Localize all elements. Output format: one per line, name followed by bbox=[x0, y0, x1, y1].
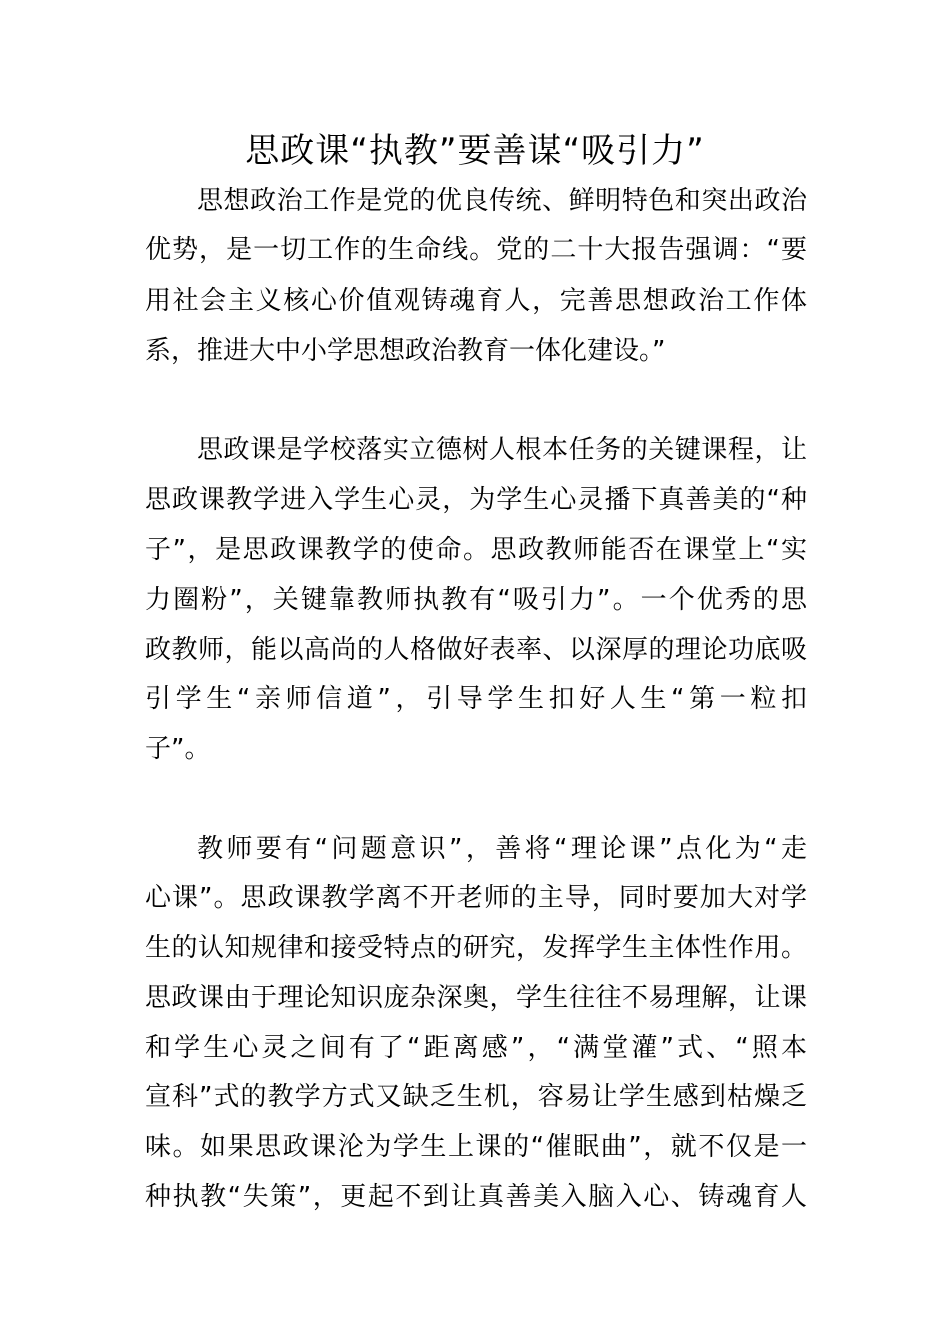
paragraph-2-line-1: 思政课是学校落实立德树人根本任务的关键课程，让 bbox=[197, 435, 807, 465]
paragraph-1-line-1: 思想政治工作是党的优良传统、鲜明特色和突出政治 bbox=[197, 186, 807, 216]
paragraph-3-line-7: 味。如果思政课沦为学生上课的“催眠曲”，就不仅是一 bbox=[145, 1132, 807, 1162]
paragraph-1-line-4: 系，推进大中小学思想政治教育一体化建设。” bbox=[145, 336, 666, 366]
paragraph-1-line-2: 优势，是一切工作的生命线。党的二十大报告强调：“要 bbox=[145, 235, 807, 265]
paragraph-3-line-4: 思政课由于理论知识庞杂深奥，学生往往不易理解，让课 bbox=[145, 983, 807, 1013]
paragraph-2-line-6: 引学生“亲师信道”，引导学生扣好人生“第一粒扣 bbox=[145, 684, 807, 714]
paragraph-2-line-2: 思政课教学进入学生心灵，为学生心灵播下真善美的“种 bbox=[145, 485, 807, 515]
paragraph-2-line-4: 力圈粉”，关键靠教师执教有“吸引力”。一个优秀的思 bbox=[145, 585, 807, 615]
paragraph-1-line-3: 用社会主义核心价值观铸魂育人，完善思想政治工作体 bbox=[145, 286, 807, 316]
paragraph-2-line-7: 子”。 bbox=[145, 734, 211, 764]
paragraph-3-line-6: 宣科”式的教学方式又缺乏生机，容易让学生感到枯燥乏 bbox=[145, 1082, 807, 1112]
paragraph-2-line-5: 政教师，能以高尚的人格做好表率、以深厚的理论功底吸 bbox=[145, 635, 807, 665]
paragraph-2-line-3: 子”，是思政课教学的使命。思政教师能否在课堂上“实 bbox=[145, 535, 807, 565]
paragraph-3-line-1: 教师要有“问题意识”，善将“理论课”点化为“走 bbox=[197, 834, 807, 864]
paragraph-3-line-2: 心课”。思政课教学离不开老师的主导，同时要加大对学 bbox=[145, 883, 807, 913]
paragraph-3-line-5: 和学生心灵之间有了“距离感”，“满堂灌”式、“照本 bbox=[145, 1033, 807, 1063]
paragraph-3-line-8: 种执教“失策”，更起不到让真善美入脑入心、铸魂育人 bbox=[145, 1182, 807, 1212]
document-title: 思政课“执教”要善谋“吸引力” bbox=[245, 131, 705, 171]
paragraph-3-line-3: 生的认知规律和接受特点的研究，发挥学生主体性作用。 bbox=[145, 933, 807, 963]
